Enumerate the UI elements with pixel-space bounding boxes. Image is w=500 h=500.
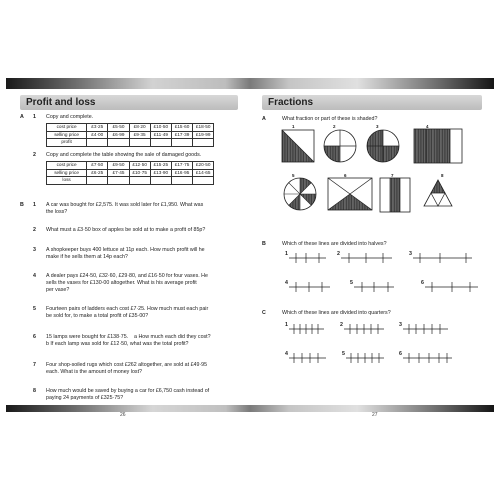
table-cell: £17·39: [171, 131, 192, 139]
row-label: cost price: [47, 124, 87, 132]
left-page-number: 26: [120, 412, 126, 418]
question-text-line: paying 24 payments of £325·75?: [46, 395, 124, 401]
table-cell: £6·99: [108, 131, 129, 139]
question-number: 6: [33, 334, 36, 340]
fractions-section-b-label: B: [262, 241, 266, 247]
halves-line-1: [289, 253, 326, 263]
line-number: 6: [399, 351, 402, 357]
question-text-line: A car was bought for £2,575. It was sold later for £1,950. What was: [46, 202, 204, 208]
question-number: 5: [33, 306, 36, 312]
question-number: 4: [33, 273, 36, 279]
row-label: selling price: [47, 169, 87, 177]
table-cell: £9·35: [129, 131, 150, 139]
shape-number: 2: [333, 124, 336, 129]
fractions-a-question: What fraction or part of these is shaded?: [282, 116, 378, 122]
halves-line-6: [425, 282, 478, 292]
question-text-line: sells the vases for £130·00 altogether. What is his average profit: [46, 280, 197, 286]
question-text-line: per vase?: [46, 287, 70, 293]
quarters-line-5: [346, 353, 384, 363]
halves-line-5: [354, 282, 394, 292]
row-label: cost price: [47, 162, 87, 170]
table-cell: £13·90: [150, 169, 171, 177]
line-number: 4: [285, 351, 288, 357]
fractions-c-question: Which of these lines are divided into quarters?: [282, 310, 391, 316]
question-text-line: 15 lamps were bought for £138·75. a How much each did they cost?: [46, 334, 211, 340]
table-cell: £7·50: [87, 162, 108, 170]
question-number: 3: [33, 247, 36, 253]
line-number: 2: [337, 251, 340, 257]
row-label: profit: [47, 139, 87, 147]
question-number: 1: [33, 202, 36, 208]
table-cell: £5·50: [108, 124, 129, 132]
question-text-line: make if he sells them at 14p each?: [46, 254, 128, 260]
table-cell: £9·50: [108, 162, 129, 170]
quarters-line-4: [289, 353, 326, 363]
table-cell: £19·99: [193, 131, 214, 139]
table-cell: £10·75: [129, 169, 150, 177]
row-label: selling price: [47, 131, 87, 139]
line-number: 2: [340, 322, 343, 328]
question-a2-number: 2: [33, 152, 36, 158]
question-text-line: How much would be saved by buying a car for £6,750 cash instead of: [46, 388, 210, 394]
table-cell: £14·65: [193, 169, 214, 177]
question-text-line: Four shop-soiled rugs which cost £262 altogether, are sold at £49·95: [46, 362, 208, 368]
section-a-label: A: [20, 114, 24, 120]
question-number: 7: [33, 362, 36, 368]
question-a1-number: 1: [33, 114, 36, 120]
fractions-section-a-label: A: [262, 116, 266, 122]
quarters-line-3: [403, 324, 448, 334]
shape-number: 7: [391, 173, 394, 178]
line-number: 4: [285, 280, 288, 286]
line-number: 3: [399, 322, 402, 328]
table-cell: £11·49: [150, 131, 171, 139]
line-number: 5: [350, 280, 353, 286]
question-number: 2: [33, 227, 36, 233]
question-text-line: b If each lamp was sold for £12·50, what was the total profit?: [46, 341, 189, 347]
table-cell: £7·45: [108, 169, 129, 177]
table-cell: £15·60: [171, 124, 192, 132]
table-cell: £10·50: [150, 124, 171, 132]
line-number: 5: [342, 351, 345, 357]
question-number: 8: [33, 388, 36, 394]
question-text-line: What must a £3·50 box of apples be sold at to make a profit of 85p?: [46, 227, 206, 233]
halves-line-3: [413, 253, 472, 263]
shape-number: 6: [344, 173, 347, 178]
table-cell: £20·50: [193, 162, 214, 170]
right-page-number: 27: [372, 412, 378, 418]
left-page-title: Profit and loss: [20, 95, 238, 110]
table-cell: £8·20: [129, 124, 150, 132]
quarters-line-6: [403, 353, 452, 363]
fractions-section-c-label: C: [262, 310, 266, 316]
question-text-line: be sold for, to make a total profit of £35·00?: [46, 313, 149, 319]
question-text-line: each. What is the amount of money lost?: [46, 369, 142, 375]
row-label: loss: [47, 177, 87, 185]
shape-number: 8: [441, 173, 444, 178]
table-cell: £17·75: [171, 162, 192, 170]
table-cell: £16·95: [171, 169, 192, 177]
fractions-b-question: Which of these lines are divided into halves?: [282, 241, 387, 247]
line-number: 6: [421, 280, 424, 286]
quarters-line-1: [289, 324, 324, 334]
line-number: 1: [285, 322, 288, 328]
halves-line-2: [341, 253, 392, 263]
shape-number: 5: [292, 173, 295, 178]
table-cell: £6·25: [87, 169, 108, 177]
table-cell: £18·50: [193, 124, 214, 132]
question-text-line: the loss?: [46, 209, 68, 215]
shape-number: 4: [426, 124, 429, 129]
question-a1-text: Copy and complete.: [46, 114, 94, 120]
question-text-line: Fourteen pairs of ladders each cost £7·25. How much must each pair: [46, 306, 209, 312]
halves-line-4: [289, 282, 330, 292]
section-b-label: B: [20, 202, 24, 208]
table-cell: £4·00: [87, 131, 108, 139]
table-cell: £15·25: [150, 162, 171, 170]
line-number: 1: [285, 251, 288, 257]
table-cell: £3·25: [87, 124, 108, 132]
question-text-line: A shopkeeper buys 400 lettuce at 11p each. How much profit will he: [46, 247, 205, 253]
question-text-line: A dealer pays £24·50, £32·60, £29·80, and £16·50 for four vases. He: [46, 273, 208, 279]
quarters-line-2: [344, 324, 384, 334]
question-a2-text: Copy and complete the table showing the sale of damaged goods.: [46, 152, 202, 158]
shape-number: 3: [376, 124, 379, 129]
line-number: 3: [409, 251, 412, 257]
shape-number: 1: [292, 124, 295, 129]
right-page-title: Fractions: [262, 95, 482, 110]
table-cell: £12·50: [129, 162, 150, 170]
